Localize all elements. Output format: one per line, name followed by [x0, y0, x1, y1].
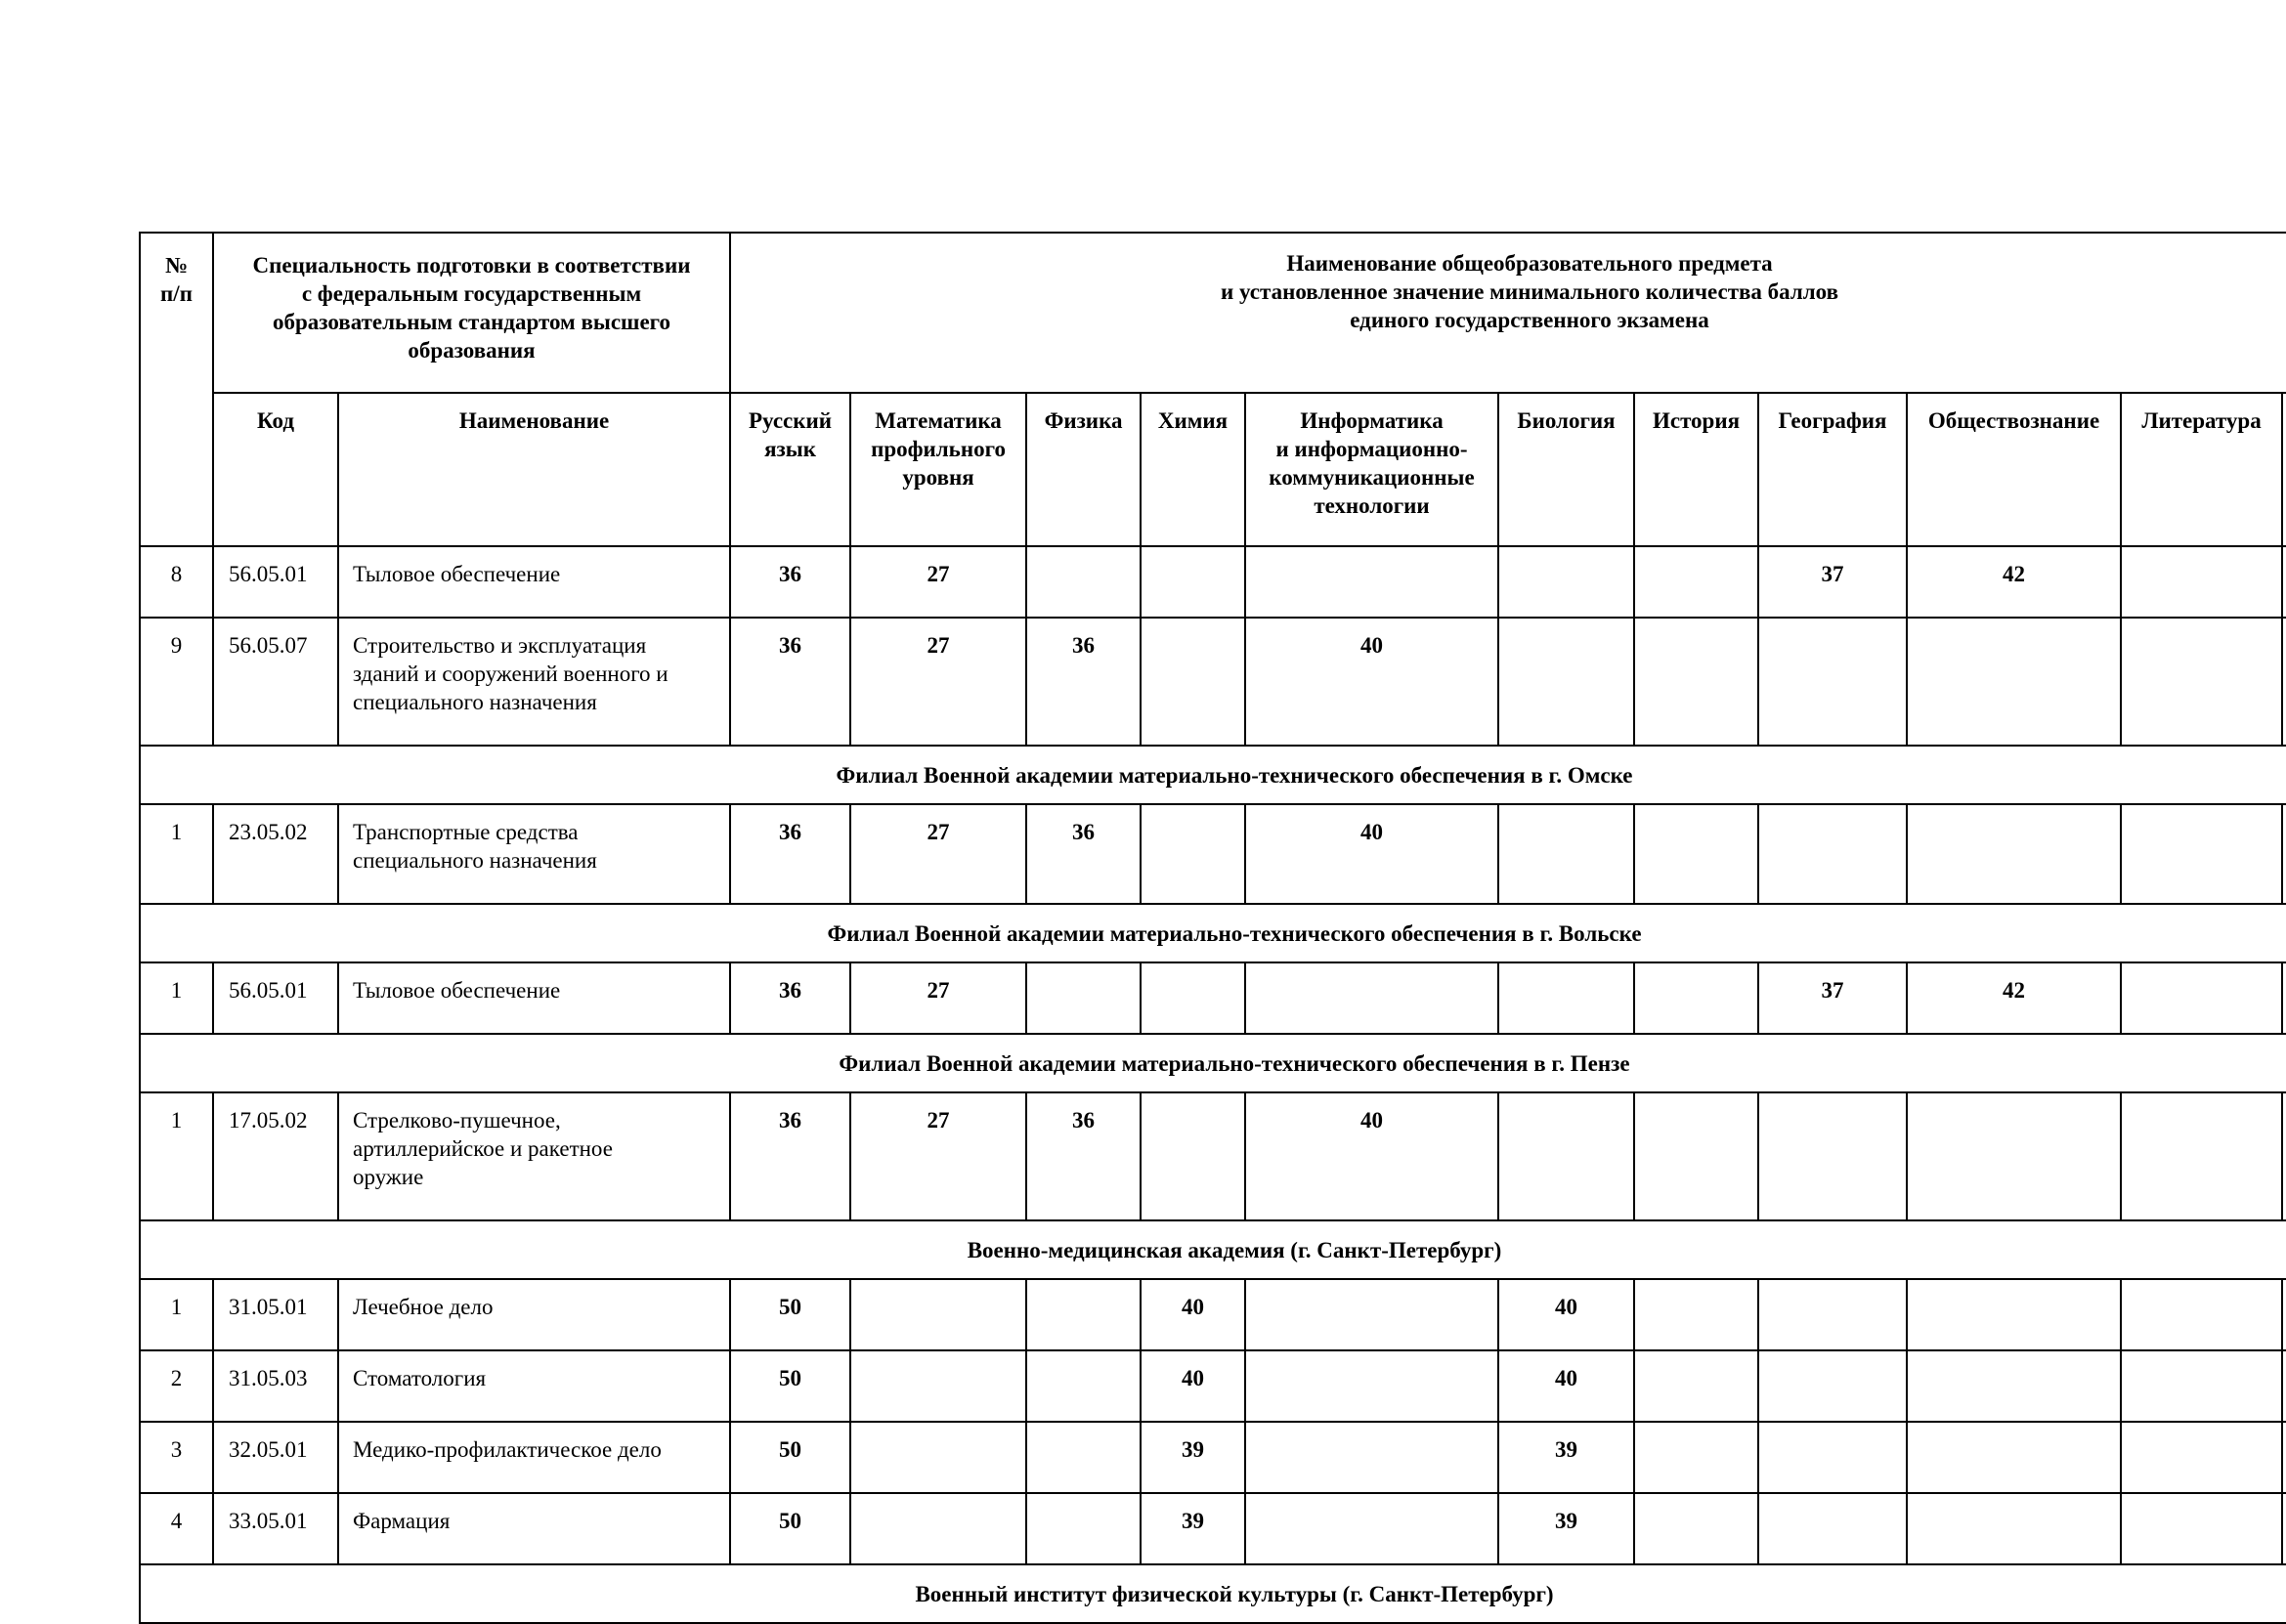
score-cell — [1141, 804, 1245, 904]
score-cell — [1758, 1350, 1907, 1422]
score-cell — [2282, 1092, 2286, 1220]
score-cell — [1245, 1350, 1498, 1422]
score-cell — [1245, 618, 1498, 746]
score-cell — [1907, 546, 2121, 618]
section-title: Филиал Военной академии материально-технического обеспечения в г. Пензе — [140, 1034, 2286, 1092]
score-cell-text: 36 — [779, 1108, 802, 1133]
score-cell — [1141, 1092, 1245, 1220]
table-row — [140, 1422, 2286, 1493]
score-cell-text: 37 — [1821, 562, 1844, 586]
score-cell-text: 50 — [779, 1366, 802, 1390]
score-cell — [1634, 546, 1758, 618]
score-cell-text: 36 — [779, 633, 802, 658]
section-row — [140, 904, 2286, 962]
score-cell — [2282, 618, 2286, 746]
score-cell — [730, 1279, 850, 1350]
score-cell — [1026, 1422, 1141, 1493]
score-cell — [1907, 1350, 2121, 1422]
score-cell — [1498, 1350, 1634, 1422]
score-cell-text: 50 — [779, 1295, 802, 1319]
score-cell — [850, 1279, 1026, 1350]
row-name-text: Медико-профилактическое дело — [353, 1437, 662, 1462]
score-cell-text: 50 — [779, 1509, 802, 1533]
row-num-text: 2 — [170, 1366, 183, 1390]
score-cell — [1758, 1422, 1907, 1493]
row-name — [338, 1350, 730, 1422]
score-cell — [1634, 618, 1758, 746]
row-name-text: Фармация — [353, 1509, 451, 1533]
row-num — [140, 1422, 213, 1493]
row-name — [338, 1279, 730, 1350]
score-cell — [2121, 962, 2282, 1034]
score-cell — [1498, 1092, 1634, 1220]
score-cell — [1245, 1422, 1498, 1493]
row-code — [213, 618, 338, 746]
score-cell — [2121, 618, 2282, 746]
row-num-text: 3 — [170, 1437, 183, 1462]
score-cell-text: 40 — [1555, 1366, 1578, 1390]
row-name-text: Стрелково-пушечное, артиллерийское и ракетное оружие — [353, 1108, 613, 1189]
score-cell — [1245, 962, 1498, 1034]
table-row — [140, 618, 2286, 746]
table-row — [140, 1350, 2286, 1422]
score-cell — [1141, 1279, 1245, 1350]
score-cell — [1758, 1493, 1907, 1564]
row-name-text: Транспортные средства специального назначения — [353, 820, 597, 873]
row-name-text: Лечебное дело — [353, 1295, 494, 1319]
score-cell — [2121, 1092, 2282, 1220]
score-cell-text: 27 — [927, 633, 950, 658]
score-cell-text: 39 — [1555, 1437, 1578, 1462]
score-cell-text: 36 — [779, 562, 802, 586]
score-cell — [1141, 1422, 1245, 1493]
score-cell — [850, 962, 1026, 1034]
row-name — [338, 1493, 730, 1564]
row-name-text: Строительство и эксплуатация зданий и сооружений военного и специального назначения — [353, 633, 669, 714]
header-subject: География — [1758, 393, 1907, 546]
score-cell — [1634, 1279, 1758, 1350]
score-cell — [2282, 804, 2286, 904]
score-cell-text: 42 — [2003, 562, 2026, 586]
header-row-2 — [140, 393, 2286, 546]
score-cell — [730, 546, 850, 618]
row-num — [140, 1279, 213, 1350]
score-cell — [2282, 1350, 2286, 1422]
table-row — [140, 1279, 2286, 1350]
header-specialty: Специальность подготовки в соответствии с федеральным государственным образовательным стандартом высшего образования — [213, 233, 730, 393]
score-cell — [1026, 1092, 1141, 1220]
row-num-text: 1 — [170, 978, 183, 1003]
row-name — [338, 546, 730, 618]
row-num-text: 1 — [170, 820, 183, 844]
score-cell — [850, 1493, 1026, 1564]
row-num — [140, 546, 213, 618]
row-code-text: 56.05.01 — [229, 978, 308, 1003]
score-cell-text: 37 — [1821, 978, 1844, 1003]
row-code-text: 32.05.01 — [229, 1437, 308, 1462]
score-cell — [1026, 618, 1141, 746]
score-cell-text: 27 — [927, 562, 950, 586]
header-subject: Русский язык — [730, 393, 850, 546]
score-cell — [1245, 1279, 1498, 1350]
header-subject: Биология — [1498, 393, 1634, 546]
section-row — [140, 746, 2286, 804]
score-cell — [1141, 1493, 1245, 1564]
score-cell — [730, 1092, 850, 1220]
row-code — [213, 962, 338, 1034]
score-cell — [1758, 546, 1907, 618]
score-cell-text: 36 — [1072, 633, 1096, 658]
score-cell — [1498, 618, 1634, 746]
row-num — [140, 618, 213, 746]
row-name — [338, 1422, 730, 1493]
score-cell — [1907, 1279, 2121, 1350]
score-cell — [1907, 1092, 2121, 1220]
score-cell — [730, 804, 850, 904]
row-code-text: 56.05.01 — [229, 562, 308, 586]
table-row — [140, 1493, 2286, 1564]
score-cell — [1026, 546, 1141, 618]
score-cell-text: 39 — [1182, 1509, 1205, 1533]
score-cell — [1758, 1279, 1907, 1350]
section-row — [140, 1034, 2286, 1092]
score-cell — [1141, 1350, 1245, 1422]
header-subject: Физика — [1026, 393, 1141, 546]
score-cell — [1907, 1422, 2121, 1493]
score-cell — [2121, 804, 2282, 904]
score-cell — [1498, 1279, 1634, 1350]
section-title: Военный институт физической культуры (г. Санкт-Петербург) — [140, 1564, 2286, 1623]
score-cell — [850, 618, 1026, 746]
score-cell — [1758, 1092, 1907, 1220]
header-subject: Математика профильного уровня — [850, 393, 1026, 546]
header-name: Наименование — [338, 393, 730, 546]
score-cell — [2282, 1493, 2286, 1564]
score-cell-text: 27 — [927, 820, 950, 844]
score-cell-text: 40 — [1182, 1366, 1205, 1390]
score-cell — [1026, 1279, 1141, 1350]
score-cell-text: 40 — [1182, 1295, 1205, 1319]
score-cell — [1907, 804, 2121, 904]
score-cell — [2121, 1493, 2282, 1564]
table-row — [140, 546, 2286, 618]
score-cell — [850, 804, 1026, 904]
score-cell — [1498, 1422, 1634, 1493]
score-cell — [1634, 1493, 1758, 1564]
score-cell — [1026, 962, 1141, 1034]
exam-scores-table — [139, 232, 2286, 1624]
score-cell — [1907, 618, 2121, 746]
score-cell-text: 27 — [927, 1108, 950, 1133]
score-cell — [1245, 1092, 1498, 1220]
score-cell — [1245, 546, 1498, 618]
row-num-text: 8 — [170, 562, 183, 586]
score-cell — [1498, 546, 1634, 618]
row-name — [338, 804, 730, 904]
score-cell-text: 39 — [1182, 1437, 1205, 1462]
score-cell — [1634, 1350, 1758, 1422]
score-cell — [850, 1350, 1026, 1422]
section-row — [140, 1220, 2286, 1279]
score-cell — [2121, 1422, 2282, 1493]
header-code: Код — [213, 393, 338, 546]
section-title: Филиал Военной академии материально-технического обеспечения в г. Вольске — [140, 904, 2286, 962]
score-cell — [850, 1422, 1026, 1493]
row-num — [140, 804, 213, 904]
score-cell-text: 40 — [1360, 1108, 1384, 1133]
row-code-text: 23.05.02 — [229, 820, 308, 844]
score-cell-text: 36 — [1072, 1108, 1096, 1133]
score-cell — [1634, 962, 1758, 1034]
score-cell-text: 40 — [1555, 1295, 1578, 1319]
header-subjects-title: Наименование общеобразовательного предмета и установленное значение минимального количества баллов единого государственного экзамена — [730, 233, 2286, 393]
row-num — [140, 1493, 213, 1564]
row-code — [213, 1350, 338, 1422]
score-cell — [730, 1422, 850, 1493]
score-cell — [1758, 618, 1907, 746]
row-num — [140, 962, 213, 1034]
section-row — [140, 1564, 2286, 1623]
row-name-text: Стоматология — [353, 1366, 487, 1390]
score-cell — [730, 1493, 850, 1564]
row-name — [338, 962, 730, 1034]
row-num-text: 4 — [170, 1509, 183, 1533]
row-code-text: 56.05.07 — [229, 633, 308, 658]
row-name-text: Тыловое обеспечение — [353, 562, 561, 586]
score-cell — [1141, 618, 1245, 746]
row-code-text: 17.05.02 — [229, 1108, 308, 1133]
score-cell-text: 39 — [1555, 1509, 1578, 1533]
score-cell — [2282, 1279, 2286, 1350]
section-title: Военно-медицинская академия (г. Санкт-Петербург) — [140, 1220, 2286, 1279]
row-code — [213, 804, 338, 904]
row-code-text: 31.05.01 — [229, 1295, 308, 1319]
header-subject: История — [1634, 393, 1758, 546]
section-title: Филиал Военной академии материально-технического обеспечения в г. Омске — [140, 746, 2286, 804]
score-cell — [2121, 1350, 2282, 1422]
row-num-text: 1 — [170, 1295, 183, 1319]
header-subject: Литература — [2121, 393, 2282, 546]
score-cell — [2282, 1422, 2286, 1493]
score-cell — [1026, 1350, 1141, 1422]
score-cell — [1634, 1092, 1758, 1220]
score-cell — [1907, 1493, 2121, 1564]
score-cell — [2282, 962, 2286, 1034]
header-row-1 — [140, 233, 2286, 393]
score-cell-text: 36 — [779, 820, 802, 844]
row-code-text: 31.05.03 — [229, 1366, 308, 1390]
score-cell — [730, 1350, 850, 1422]
row-name — [338, 618, 730, 746]
score-cell — [1026, 1493, 1141, 1564]
score-cell — [1758, 962, 1907, 1034]
row-name — [338, 1092, 730, 1220]
score-cell — [1498, 962, 1634, 1034]
score-cell — [1498, 1493, 1634, 1564]
score-cell — [1026, 804, 1141, 904]
header-subject: Информатика и информационно- коммуникационные технологии — [1245, 393, 1498, 546]
score-cell — [1498, 804, 1634, 904]
score-cell — [850, 546, 1026, 618]
score-cell-text: 40 — [1360, 820, 1384, 844]
row-num — [140, 1092, 213, 1220]
header-subject: Обществознание — [1907, 393, 2121, 546]
table-row — [140, 804, 2286, 904]
score-cell-text: 50 — [779, 1437, 802, 1462]
row-code — [213, 546, 338, 618]
row-code — [213, 1279, 338, 1350]
score-cell — [1634, 804, 1758, 904]
row-code — [213, 1422, 338, 1493]
score-cell — [730, 962, 850, 1034]
score-cell-text: 27 — [927, 978, 950, 1003]
score-cell — [850, 1092, 1026, 1220]
score-cell — [1758, 804, 1907, 904]
score-cell — [2282, 546, 2286, 618]
score-cell-text: 36 — [1072, 820, 1096, 844]
row-num-text: 9 — [170, 633, 183, 658]
score-cell — [1245, 1493, 1498, 1564]
header-num: № п/п — [140, 233, 213, 546]
row-num-text: 1 — [170, 1108, 183, 1133]
score-cell — [1141, 546, 1245, 618]
row-code — [213, 1092, 338, 1220]
row-num — [140, 1350, 213, 1422]
score-cell — [2121, 546, 2282, 618]
score-cell — [1907, 962, 2121, 1034]
table-row — [140, 962, 2286, 1034]
score-cell — [1634, 1422, 1758, 1493]
score-cell-text: 42 — [2003, 978, 2026, 1003]
row-code — [213, 1493, 338, 1564]
score-cell — [730, 618, 850, 746]
table-row — [140, 1092, 2286, 1220]
header-subject: Химия — [1141, 393, 1245, 546]
row-code-text: 33.05.01 — [229, 1509, 308, 1533]
score-cell — [2121, 1279, 2282, 1350]
score-cell-text: 36 — [779, 978, 802, 1003]
score-cell — [1141, 962, 1245, 1034]
row-name-text: Тыловое обеспечение — [353, 978, 561, 1003]
score-cell — [1245, 804, 1498, 904]
header-subject — [2282, 393, 2286, 546]
score-cell-text: 40 — [1360, 633, 1384, 658]
